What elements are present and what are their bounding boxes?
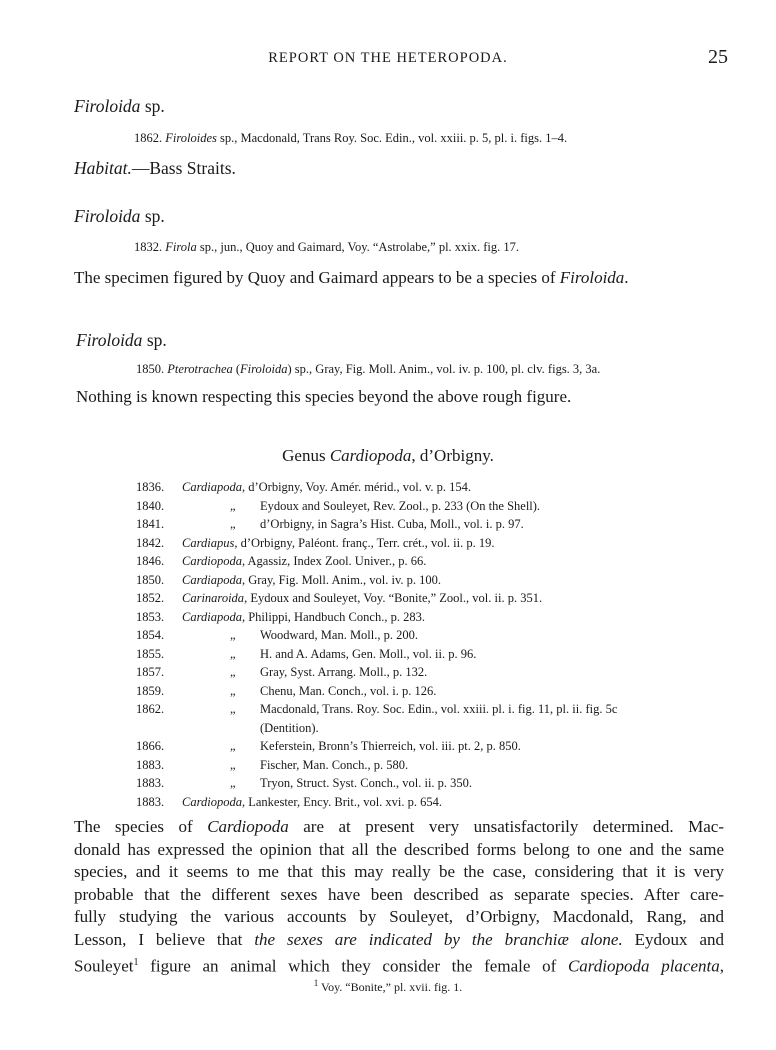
paragraph-line: probable that the different sexes have been described as separate species. After care- [74,884,724,904]
synonymy-row [136,573,736,592]
synonymy-year: 1883. [136,794,165,809]
synonymy-reference: Chenu, Man. Conch., vol. i. p. 126. [260,683,437,698]
footnote-text: Voy. “Bonite,” pl. xvii. fig. 1. [318,980,463,994]
synonymy-row [136,758,736,777]
paragraph-line [74,952,724,975]
ditto-mark: „ [230,498,236,513]
species1-cite-year: 1862. [134,131,163,145]
synonymy-reference: d’Orbigny, in Sagra’s Hist. Cuba, Moll., vol. i. p. 97. [260,517,524,531]
synonymy-row [136,684,736,703]
synonymy-year: 1866. [136,739,165,753]
synonymy-reference: Tryon, Struct. Syst. Conch., vol. ii. p. 350. [260,776,473,790]
synonymy-row [136,610,736,629]
synonymy-reference: , Philippi, Handbuch Conch., p. 283. [241,609,425,624]
text: Souleyet [74,956,134,976]
species-italic: Cardiopoda placenta [567,956,720,976]
synonymy-row [136,628,736,647]
synonymy-reference: Gray, Syst. Arrang. Moll., p. 132. [260,665,428,679]
ditto-mark: „ [230,739,236,753]
synonymy-year: 1850. [136,572,165,587]
ditto-mark: „ [230,646,236,661]
species1-cite-rest: sp., Macdonald, Trans Roy. Soc. Edin., vol. xxiii. p. 5, pl. i. figs. 1–4. [216,131,568,145]
ditto-mark: „ [230,517,236,531]
genus-suffix: , d’Orbigny. [411,446,494,465]
species3-sp: sp. [142,330,167,350]
synonymy-row [136,795,736,814]
species1-sp: sp. [140,96,165,116]
synonymy-year: 1855. [136,646,165,661]
paragraph-line [74,929,724,952]
synonymy-year: 1846. [136,554,165,568]
species3-note: Nothing is known respecting this species beyond the above rough figure. [76,387,572,406]
habitat-text: —Bass Straits. [131,158,236,178]
synonymy-row [136,665,736,684]
species3-cite-paren: ( [232,362,241,376]
synonymy-row [136,536,736,555]
synonymy-year: 1859. [136,683,165,698]
synonymy-row [136,721,736,740]
synonymy-list [136,480,736,813]
species1-citation [134,131,567,146]
paragraph-line [74,816,724,839]
synonymy-genus-name: Cardiopoda [182,554,242,568]
text: figure an animal which they consider the female of [138,956,568,976]
synonymy-row [136,647,736,666]
ditto-mark: „ [230,665,236,679]
emphasis-italic: the sexes are indicated by the branchiæ alone. [254,929,623,949]
genus-italic: Cardiopoda [207,817,289,836]
synonymy-genus-name: Carinaroida [182,591,245,605]
footnote-marker: 1 [133,956,139,968]
species1-cite-name: Firoloides [165,131,217,145]
species2-cite-rest: sp., jun., Quoy and Gaimard, Voy. “Astrolabe,” pl. xxix. fig. 17. [196,240,520,254]
synonymy-reference: Keferstein, Bronn’s Thierreich, vol. iii. pt. 2, p. 850. [260,739,521,753]
synonymy-year: 1883. [136,776,165,790]
species2-sp: sp. [140,206,165,226]
habitat-label: Habitat. [74,158,132,178]
synonymy-year: 1852. [136,591,165,605]
page-number: 25 [708,46,728,68]
paragraph-line: fully studying the various accounts by Souleyet, d’Orbigny, Macdonald, Rang, and [74,907,724,927]
text: The species of [74,817,208,836]
species1-heading [74,96,165,117]
synonymy-genus-name: Cardiapoda [182,572,242,587]
synonymy-row [136,480,736,499]
synonymy-row [136,739,736,758]
running-head [0,46,776,70]
synonymy-genus-name: Cardiapus [182,535,235,550]
body-paragraph [74,816,724,974]
species3-heading [76,330,167,351]
species3-cite-rest: ) sp., Gray, Fig. Moll. Anim., vol. iv. p. 100, pl. clv. figs. 3, 3a. [287,362,601,376]
species2-cite-name: Firola [165,240,197,254]
text: Eydoux and [622,929,724,949]
species3-citation [136,362,600,377]
synonymy-year: 1862. [136,702,165,716]
synonymy-year: 1853. [136,609,165,624]
species2-note-end: . [624,268,629,287]
synonymy-year: 1842. [136,535,165,550]
genus-prefix: Genus [282,446,330,465]
species3-cite-year: 1850. [136,362,165,376]
text: , [719,956,724,976]
species2-note [74,268,629,288]
species1-genus: Firoloida [74,96,141,116]
ditto-mark: „ [230,683,236,698]
synonymy-genus-name: Cardiapoda [182,480,242,494]
synonymy-row [136,517,736,536]
genus-name: Cardiopoda [329,446,412,465]
species3-cite-name: Pterotrachea [167,362,233,376]
ditto-mark: „ [230,757,236,772]
synonymy-year: 1840. [136,498,165,513]
species2-heading [74,206,165,227]
synonymy-reference: H. and A. Adams, Gen. Moll., vol. ii. p. 96. [260,646,477,661]
species2-cite-year: 1832. [134,240,163,254]
synonymy-reference: Woodward, Man. Moll., p. 200. [260,628,419,642]
synonymy-year: 1836. [136,480,165,494]
synonymy-year: 1857. [136,665,165,679]
synonymy-reference: , Agassiz, Index Zool. Univer., p. 66. [241,554,427,568]
synonymy-reference: (Dentition). [260,720,319,735]
synonymy-genus-name: Cardiapoda [182,609,242,624]
synonymy-reference: Macdonald, Trans. Roy. Soc. Edin., vol. xxiii. pl. i. fig. 11, pl. ii. fig. 5c [260,702,618,716]
paragraph-line: donald has expressed the opinion that all the described forms belong to one and the same [74,839,724,859]
species2-citation [134,240,519,255]
ditto-mark: „ [230,628,236,642]
species3-genus: Firoloida [76,330,143,350]
synonymy-reference: , d’Orbigny, Paléont. franç., Terr. crét., vol. ii. p. 19. [234,535,495,550]
synonymy-year: 1841. [136,517,165,531]
paragraph-line: species, and it seems to me that this may really be the case, considering that it is very [74,862,724,882]
species2-note-genus: Firoloida [559,268,625,287]
synonymy-reference: , Lankester, Ency. Brit., vol. xvi. p. 654. [241,794,443,809]
ditto-mark: „ [230,702,236,716]
footnote-mark: 1 [313,978,319,988]
synonymy-reference: Fischer, Man. Conch., p. 580. [260,757,409,772]
synonymy-reference: , Gray, Fig. Moll. Anim., vol. iv. p. 100. [241,572,442,587]
text: are at present very unsatisfactorily determined. Mac- [288,817,724,836]
synonymy-row [136,776,736,795]
synonymy-row [136,591,736,610]
species3-cite-sub: Firoloida [240,362,288,376]
synonymy-reference: Eydoux and Souleyet, Rev. Zool., p. 233 (On the Shell). [260,498,541,513]
synonymy-genus-name: Cardiopoda [182,794,242,809]
ditto-mark: „ [230,776,236,790]
synonymy-reference: , d’Orbigny, Voy. Amér. mérid., vol. v. p. 154. [241,480,472,494]
running-title: REPORT ON THE HETEROPODA. [268,50,508,66]
species2-note-text: The specimen figured by Quoy and Gaimard appears to be a species of [74,268,560,287]
synonymy-year: 1854. [136,628,165,642]
genus-heading [0,446,776,466]
synonymy-year: 1883. [136,757,165,772]
species1-habitat [74,158,236,179]
footnote [0,978,776,995]
synonymy-row [136,554,736,573]
synonymy-reference: , Eydoux and Souleyet, Voy. “Bonite,” Zool., vol. ii. p. 351. [244,591,543,605]
text: Lesson, I believe that [74,929,255,949]
synonymy-row [136,702,736,721]
synonymy-row [136,499,736,518]
species2-genus: Firoloida [74,206,141,226]
